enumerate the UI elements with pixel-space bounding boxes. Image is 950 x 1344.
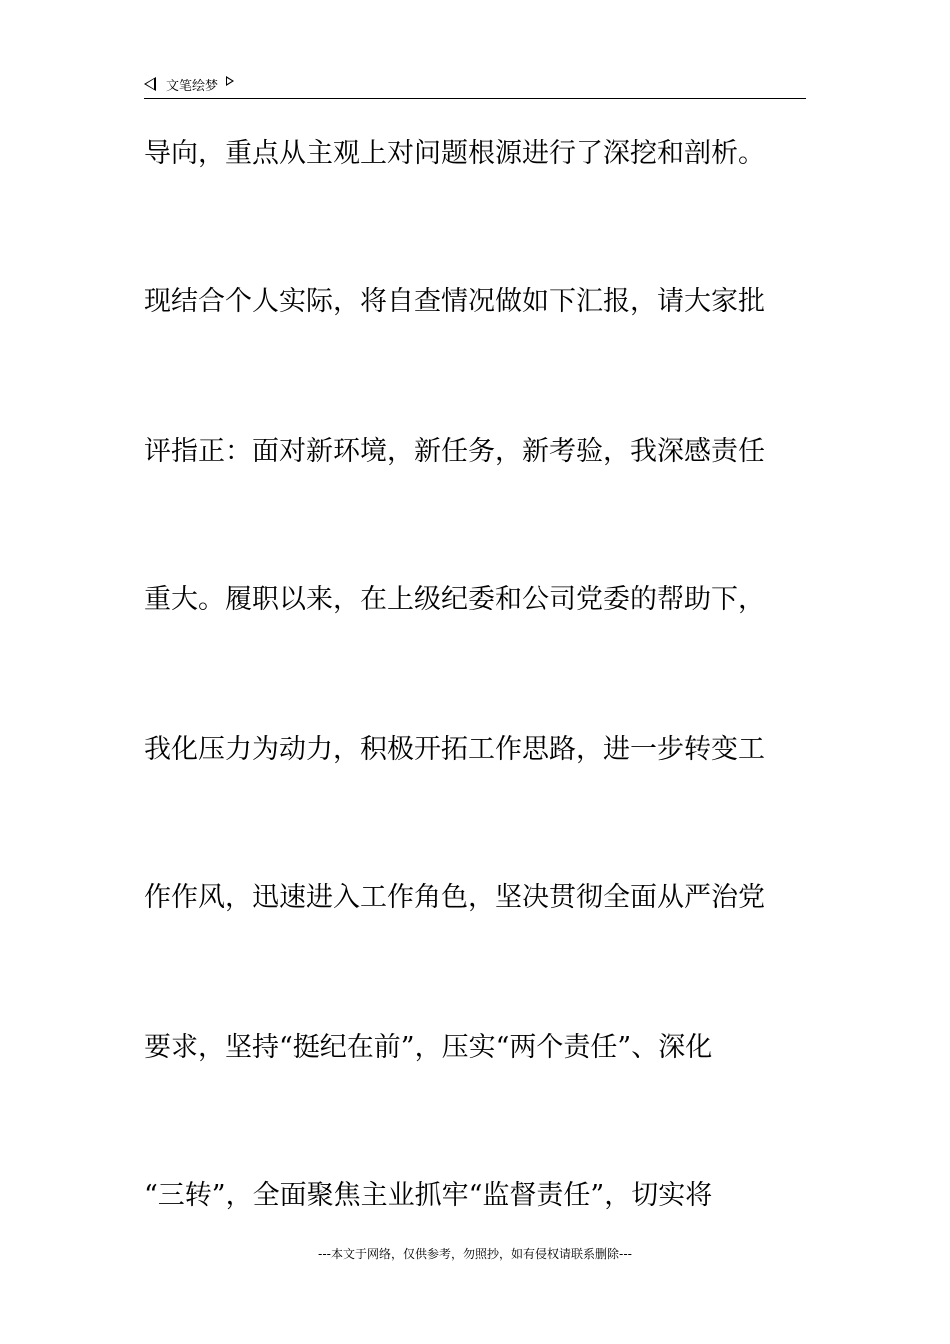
header-title: 文笔绘梦	[166, 78, 219, 94]
page-header	[144, 72, 806, 99]
body-line-2: 现结合个人实际，将自查情况做如下汇报，请大家批	[144, 286, 765, 317]
body-line-4: 重大。履职以来，在上级纪委和公司党委的帮助下，	[144, 584, 765, 615]
body-line-3: 评指正：面对新环境，新任务，新考验，我深感责任	[144, 436, 765, 467]
header-brand	[144, 74, 234, 94]
body-line-1: 导向，重点从主观上对问题根源进行了深挖和剖析。	[144, 138, 765, 169]
body-line-5: 我化压力为动力，积极开拓工作思路，进一步转变工	[144, 734, 765, 765]
body-line-6: 作作风，迅速进入工作角色，坚决贯彻全面从严治党	[144, 882, 765, 913]
body-line-7: 要求，坚持“挺纪在前”，压实“两个责任”、深化	[144, 1032, 713, 1063]
body-line-8: “三转”，全面聚焦主业抓牢“监督责任”，切实将	[144, 1180, 713, 1211]
right-triangle-icon	[226, 76, 234, 86]
left-triangle-icon	[144, 77, 156, 91]
footer-notice: ---本文于网络，仅供参考，勿照抄，如有侵权请联系删除---	[318, 1247, 632, 1261]
